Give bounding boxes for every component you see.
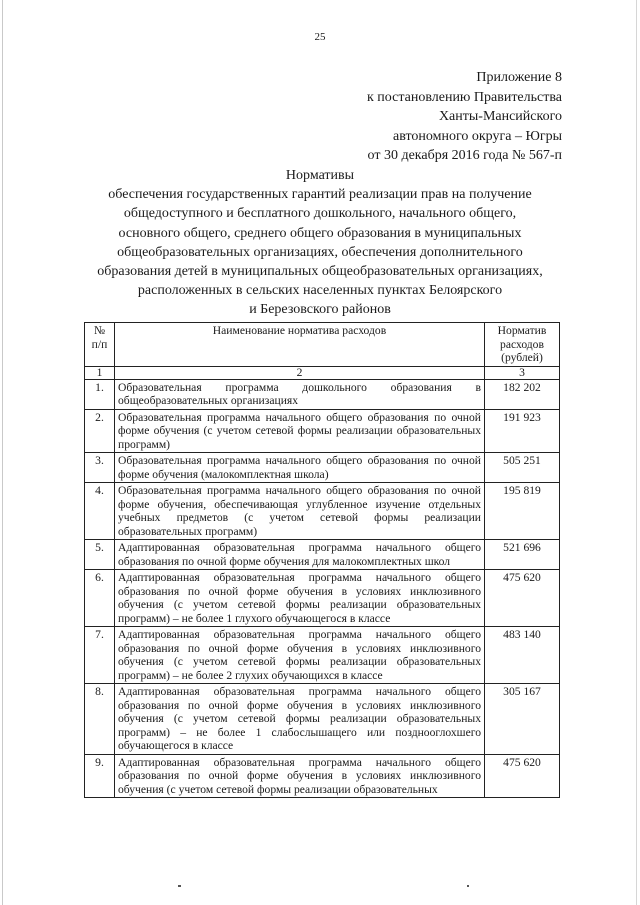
- column-index-row: [85, 366, 560, 379]
- row-value: 475 620: [485, 570, 560, 627]
- table-row: [85, 627, 560, 684]
- table-row: [85, 453, 560, 483]
- page-number: 25: [314, 31, 326, 43]
- table-row: [85, 483, 560, 540]
- header-name: Наименование норматива расходов: [115, 323, 485, 367]
- scan-speck: [467, 885, 469, 887]
- table-row: [85, 409, 560, 453]
- row-name: Адаптированная образовательная программа начального общего образования по очной форме обучения в условиях инклюзивного обучения (с учетом сетевой формы реализации образовательных программ) – не более 1 слабослышащего или позднооглохшего обучающегося в классе: [115, 684, 485, 755]
- appendix-line: к постановлению Правительства: [366, 89, 562, 105]
- row-number: 8.: [85, 684, 115, 755]
- row-number: 1.: [85, 379, 115, 409]
- row-name: Образовательная программа начального общего образования по очной форме обучения (малокомплектная школа): [115, 453, 485, 483]
- row-number: 5.: [85, 540, 115, 570]
- appendix-line: Ханты-Мансийского: [438, 109, 562, 124]
- scan-speck: [178, 885, 181, 887]
- table-row: [85, 754, 560, 798]
- appendix-line: от 30 декабря 2016 года № 567-п: [367, 148, 562, 163]
- row-name: Адаптированная образовательная программа начального общего образования по очной форме обучения в условиях инклюзивного обучения (с учетом сетевой формы реализации образовательных программ) – не более 1 глухого обучающегося в классе: [115, 570, 485, 627]
- title-heading: Нормативы: [285, 168, 355, 183]
- title-line: обеспечения государственных гарантий реализации прав на получение: [108, 187, 532, 203]
- page-edge-right: [636, 0, 637, 905]
- row-value: 483 140: [485, 627, 560, 684]
- row-name: Адаптированная образовательная программа начального общего образования по очной форме обучения в условиях инклюзивного обучения (с учетом сетевой формы реализации образовательных: [115, 754, 485, 798]
- row-value: 505 251: [485, 453, 560, 483]
- table-row: [85, 684, 560, 755]
- title-line: расположенных в сельских населенных пунктах Белоярского: [137, 283, 503, 299]
- row-value: 195 819: [485, 483, 560, 540]
- table-header-row: [85, 323, 560, 367]
- row-name: Образовательная программа дошкольного образования в общеобразовательных организациях: [115, 379, 485, 409]
- appendix-block: [367, 68, 562, 166]
- row-value: 521 696: [485, 540, 560, 570]
- row-number: 9.: [85, 754, 115, 798]
- title-line: образования детей в муниципальных общеобразовательных организациях,: [97, 264, 543, 280]
- row-number: 7.: [85, 627, 115, 684]
- column-index: 1: [85, 366, 115, 379]
- row-number: 3.: [85, 453, 115, 483]
- row-value: 191 923: [485, 409, 560, 453]
- row-number: 6.: [85, 570, 115, 627]
- row-name: Образовательная программа начального общего образования по очной форме обучения, обеспечивающая углубленное изучение отдельных учебных предметов (с учетом сетевой формы реализации образовательных программ): [115, 483, 485, 540]
- column-index: 2: [115, 366, 485, 379]
- header-value: Норматив расходов (рублей): [485, 323, 560, 367]
- row-value: 182 202: [485, 379, 560, 409]
- row-name: Образовательная программа начального общего образования по очной форме обучения (с учетом сетевой формы реализации образовательных программ): [115, 409, 485, 453]
- title-line: общеобразовательных организациях, обеспечения дополнительного: [117, 244, 523, 260]
- row-value: 305 167: [485, 684, 560, 755]
- page-edge-left: [2, 0, 3, 905]
- title-line: общедоступного и бесплатного дошкольного, начального общего,: [123, 206, 517, 222]
- header-num: № п/п: [85, 323, 115, 367]
- row-number: 2.: [85, 409, 115, 453]
- appendix-line: Приложение 8: [476, 70, 562, 85]
- row-number: 4.: [85, 483, 115, 540]
- table-row: [85, 540, 560, 570]
- table-row: [85, 379, 560, 409]
- norms-table: [84, 322, 560, 798]
- appendix-line: автономного округа – Югры: [393, 128, 562, 144]
- row-name: Адаптированная образовательная программа начального общего образования по очной форме обучения для малокомплектных школ: [115, 540, 485, 570]
- table-row: [85, 570, 560, 627]
- column-index: 3: [485, 366, 560, 379]
- row-value: 475 620: [485, 754, 560, 798]
- row-name: Адаптированная образовательная программа начального общего образования по очной форме обучения в условиях инклюзивного обучения (с учетом сетевой формы реализации образовательных программ) – не более 2 глухих обучающихся в классе: [115, 627, 485, 684]
- title-line: основного общего, среднего общего образования в муниципальных: [118, 225, 522, 241]
- document-title: [60, 166, 580, 320]
- title-line: и Березовского районов: [249, 302, 391, 318]
